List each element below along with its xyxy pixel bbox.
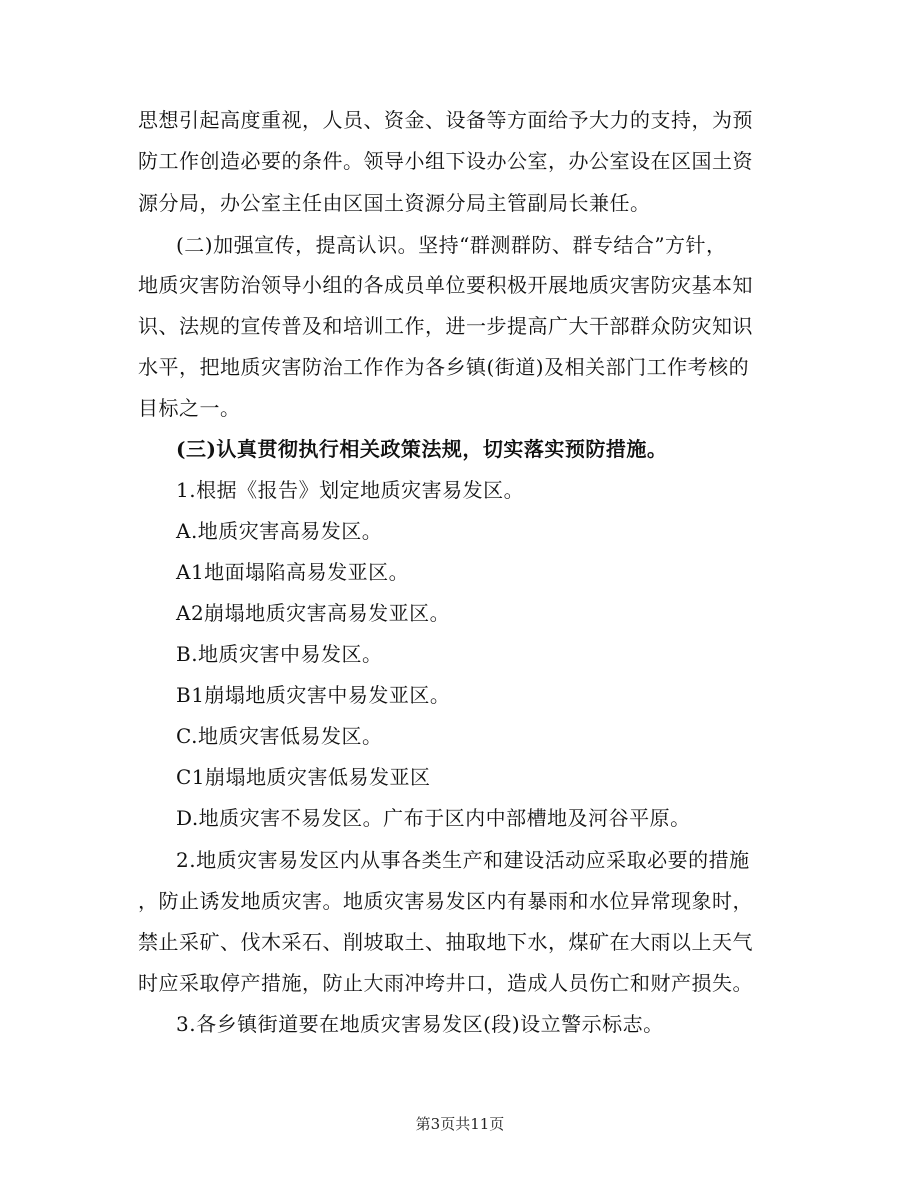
page-number: 第3页共11页 xyxy=(415,1115,505,1133)
section-heading: (三)认真贯彻执行相关政策法规，切实落实预防措施。 xyxy=(176,437,668,461)
paragraph-line: 地质灾害防治领导小组的各成员单位要积极开展地质灾害防灾基本知 xyxy=(138,273,753,297)
paragraph-line: 禁止采矿、伐木采石、削坡取土、抽取地下水，煤矿在大雨以上天气 xyxy=(138,930,753,954)
paragraph-line: 防工作创造必要的条件。领导小组下设办公室，办公室设在区国土资 xyxy=(138,149,753,173)
list-item: C1崩塌地质灾害低易发亚区 xyxy=(176,765,431,789)
list-item: C.地质灾害低易发区。 xyxy=(176,724,383,748)
paragraph-line: 识、法规的宣传普及和培训工作，进一步提高广大干部群众防灾知识 xyxy=(138,314,753,338)
list-item: B1崩塌地质灾害中易发亚区。 xyxy=(176,683,451,707)
paragraph-line: 思想引起高度重视，人员、资金、设备等方面给予大力的支持，为预 xyxy=(138,108,753,132)
paragraph-line: 源分局，办公室主任由区国土资源分局主管副局长兼任。 xyxy=(138,191,651,215)
list-item: D.地质灾害不易发区。广布于区内中部槽地及河谷平原。 xyxy=(176,806,691,830)
list-item: 1.根据《报告》划定地质灾害易发区。 xyxy=(176,478,525,502)
paragraph-line: (二)加强宣传，提高认识。坚持“群测群防、群专结合”方针， xyxy=(176,233,727,257)
list-item: A2崩塌地质灾害高易发亚区。 xyxy=(176,601,451,625)
paragraph-line: 2.地质灾害易发区内从事各类生产和建设活动应采取必要的措施 xyxy=(176,848,750,872)
paragraph-line: 时应采取停产措施，防止大雨冲垮井口，造成人员伤亡和财产损失。 xyxy=(138,971,753,995)
list-item: B.地质灾害中易发区。 xyxy=(176,642,383,666)
paragraph-line: 水平，把地质灾害防治工作作为各乡镇(街道)及相关部门工作考核的 xyxy=(138,355,750,379)
paragraph-line: 目标之一。 xyxy=(138,396,241,420)
list-item: A.地质灾害高易发区。 xyxy=(176,519,383,543)
list-item: A1地面塌陷高易发亚区。 xyxy=(176,560,410,584)
paragraph-line: ，防止诱发地质灾害。地质灾害易发区内有暴雨和水位异常现象时， xyxy=(138,889,753,913)
list-item: 3.各乡镇街道要在地质灾害易发区(段)设立警示标志。 xyxy=(176,1012,664,1036)
